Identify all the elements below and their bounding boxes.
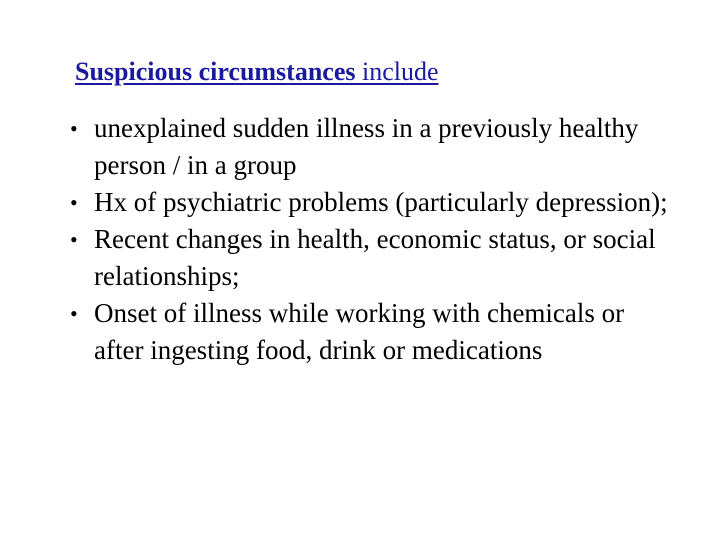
bullet-text: Hx of psychiatric problems (particularly depression); [94, 187, 668, 217]
bullet-item-1 [70, 110, 670, 184]
bullet-text: unexplained sudden illness in a previously healthy person / in a group [94, 113, 639, 180]
bullet-text: Recent changes in health, economic status, or social relationships; [94, 224, 656, 291]
slide-heading [75, 56, 439, 88]
heading-normal-text: include [355, 57, 439, 86]
bullet-text: Onset of illness while working with chemicals or after ingesting food, drink or medications [94, 298, 625, 365]
bullet-icon: • [70, 301, 78, 326]
bullet-icon: • [70, 116, 78, 141]
bullet-item-3 [70, 221, 670, 295]
bullet-item-4 [70, 295, 670, 369]
bullet-icon: • [70, 227, 78, 252]
bullet-list [70, 110, 670, 369]
bullet-icon: • [70, 190, 78, 215]
bullet-item-2 [70, 184, 670, 221]
heading-bold-text: Suspicious circumstances [75, 57, 356, 86]
